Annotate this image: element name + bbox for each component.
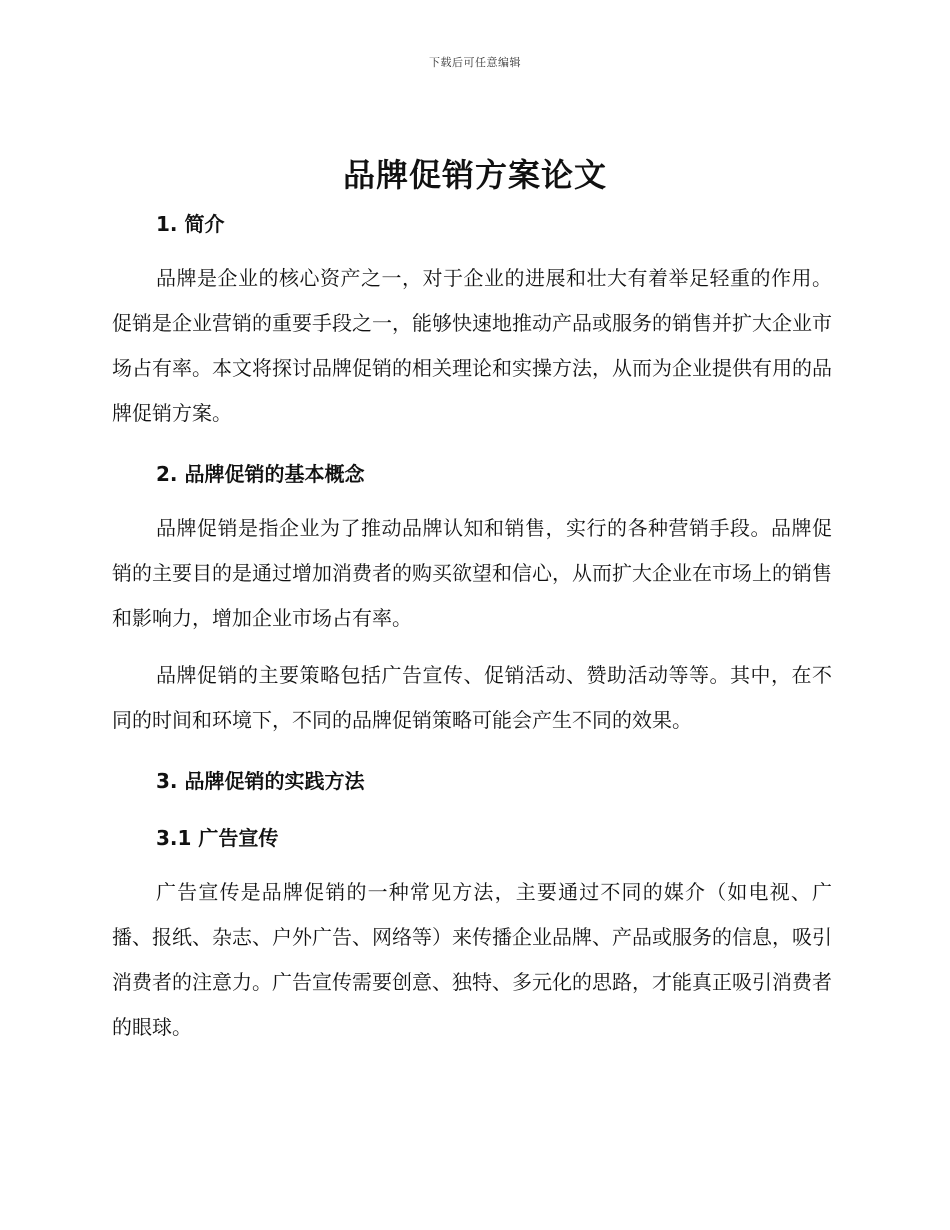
document-title: 品牌促销方案论文	[342, 156, 607, 194]
page-header-note: 下载后可任意编辑	[429, 56, 521, 69]
paragraph-intro: 品牌是企业的核心资产之一，对于企业的进展和壮大有着举足轻重的作用。促销是企业营销的重要手段之一，能够快速地推动产品或服务的销售并扩大企业市场占有率。本文将探讨品牌促销的相关理论和实操方法，从而为企业提供有用的品牌促销方案。	[112, 266, 832, 425]
section-heading-intro: 1. 简介	[156, 212, 225, 236]
paragraph-advertising: 广告宣传是品牌促销的一种常见方法，主要通过不同的媒介（如电视、广播、报纸、杂志、户外广告、网络等）来传播企业品牌、产品或服务的信息，吸引消费者的注意力。广告宣传需要创意、独特、多元化的思路，才能真正吸引消费者的眼球。	[112, 880, 832, 1039]
section-heading-basic-concept: 2. 品牌促销的基本概念	[156, 462, 365, 486]
section-heading-practice-methods: 3. 品牌促销的实践方法	[156, 769, 365, 793]
paragraph-basic-concept-2: 品牌促销的主要策略包括广告宣传、促销活动、赞助活动等等。其中，在不同的时间和环境下，不同的品牌促销策略可能会产生不同的效果。	[112, 663, 832, 732]
paragraph-basic-concept-1: 品牌促销是指企业为了推动品牌认知和销售，实行的各种营销手段。品牌促销的主要目的是通过增加消费者的购买欲望和信心，从而扩大企业在市场上的销售和影响力，增加企业市场占有率。	[112, 516, 832, 630]
section-heading-advertising: 3.1 广告宣传	[156, 826, 279, 850]
